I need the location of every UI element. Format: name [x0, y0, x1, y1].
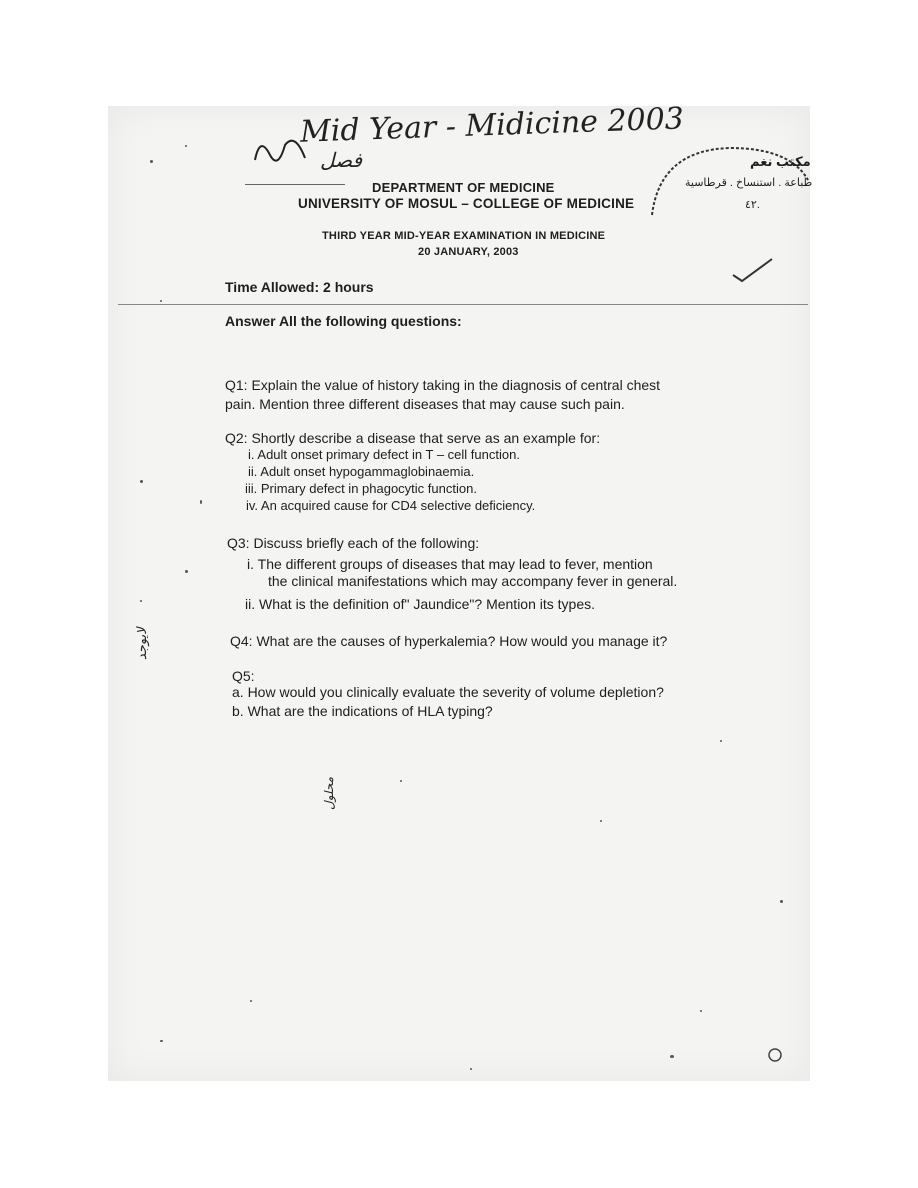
university-heading: UNIVERSITY OF MOSUL – COLLEGE OF MEDICINE	[298, 196, 635, 211]
handwritten-scribble-icon	[250, 130, 310, 170]
handwritten-checkmark-icon	[730, 255, 775, 285]
q4-text: Q4: What are the causes of hyperkalemia? How would you manage it?	[230, 633, 668, 649]
q1-line-1: Q1: Explain the value of history taking in the diagnosis of central chest	[225, 377, 661, 393]
q5-item-a: a. How would you clinically evaluate the severity of volume depletion?	[232, 684, 664, 700]
scan-speck	[140, 600, 142, 602]
q3-item-i-line-1: i. The different groups of diseases that may lead to fever, mention	[247, 556, 653, 572]
scan-speck	[150, 160, 153, 163]
q2-item-iii: iii. Primary defect in phagocytic function.	[245, 481, 477, 496]
q1-line-2: pain. Mention three different diseases that may cause such pain.	[225, 396, 625, 412]
q3-stem: Q3: Discuss briefly each of the following:	[227, 535, 480, 551]
faint-circle-mark-icon	[760, 1040, 790, 1070]
scan-speck	[185, 145, 187, 147]
scan-speck	[160, 300, 162, 302]
stamp-line-3: ٤٢.	[745, 199, 760, 211]
q2-item-i: i. Adult onset primary defect in T – cell function.	[248, 447, 520, 462]
scan-speck	[200, 500, 202, 504]
scan-speck	[400, 780, 402, 782]
scan-speck	[600, 820, 602, 822]
time-allowed: Time Allowed: 2 hours	[225, 279, 374, 295]
stamp-line-2: طباعة . استنساخ . قرطاسية	[685, 177, 813, 189]
department-heading: DEPARTMENT OF MEDICINE	[372, 180, 555, 195]
scan-speck	[780, 900, 783, 903]
scan-speck	[720, 740, 722, 742]
exam-heading: THIRD YEAR MID-YEAR EXAMINATION IN MEDICINE	[322, 230, 606, 242]
q2-item-iv: iv. An acquired cause for CD4 selective deficiency.	[246, 498, 536, 513]
q3-item-ii: ii. What is the definition of" Jaundice"? Mention its types.	[245, 596, 596, 612]
horizontal-divider	[118, 304, 808, 305]
handwritten-title: Mid Year - Midicine 2003	[299, 101, 685, 150]
handwritten-mid-note: محلول	[322, 776, 336, 810]
scan-speck	[140, 480, 143, 483]
q2-stem: Q2: Shortly describe a disease that serve as an example for:	[225, 430, 601, 446]
handwritten-margin-note: لايوجد	[135, 627, 150, 660]
q5-stem: Q5:	[232, 668, 255, 684]
q2-item-ii: ii. Adult onset hypogammaglobinaemia.	[248, 464, 475, 479]
scan-speck	[470, 1068, 472, 1070]
header-underline	[245, 184, 345, 185]
stamp-line-1: مكتب نغم	[750, 154, 811, 169]
scan-speck	[250, 1000, 252, 1002]
shop-stamp	[640, 140, 813, 220]
exam-date: 20 JANUARY, 2003	[418, 246, 519, 258]
instruction-text: Answer All the following questions:	[225, 313, 462, 329]
q5-item-b: b. What are the indications of HLA typing?	[232, 703, 493, 719]
scan-speck	[185, 570, 188, 573]
handwritten-arabic-note: فصل	[320, 148, 363, 172]
q3-item-i-line-2: the clinical manifestations which may accompany fever in general.	[268, 573, 678, 589]
scan-speck	[670, 1055, 674, 1058]
scan-speck	[700, 1010, 702, 1012]
scan-speck	[160, 1040, 163, 1042]
